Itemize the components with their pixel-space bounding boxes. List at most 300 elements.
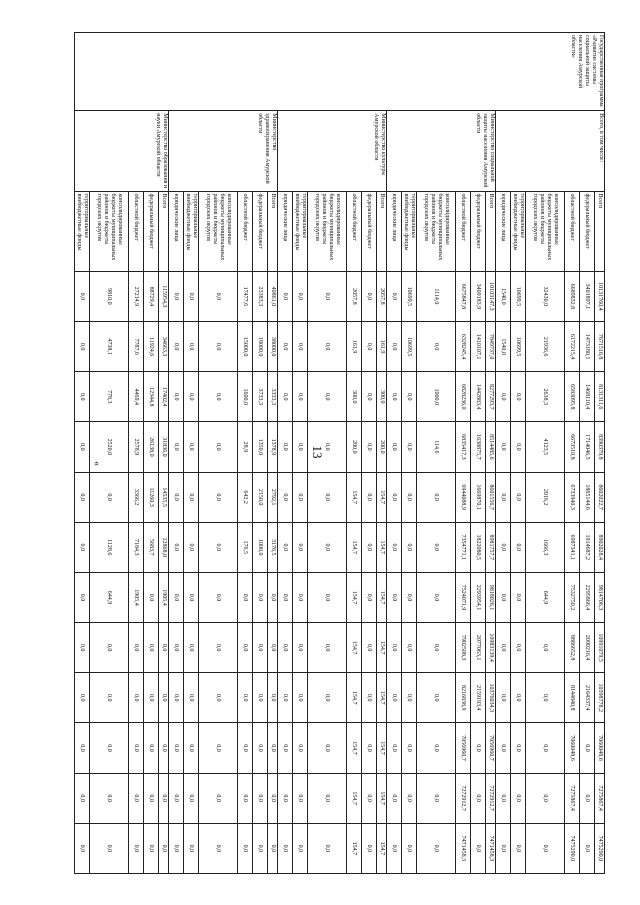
funding-source-cell: федеральный бюджет — [253, 191, 268, 271]
value-cell: 0,0 — [526, 623, 565, 673]
value-cell: 0,0 — [471, 723, 486, 773]
value-cell: 0,0 — [278, 773, 293, 823]
value-cell: 0,0 — [268, 723, 278, 773]
value-cell: 0,0 — [362, 723, 377, 773]
value-cell: 0,0 — [268, 673, 278, 723]
value-cell: 3176,5 — [268, 522, 278, 572]
value-cell: 1468110,4 — [580, 372, 595, 422]
funding-source-cell: областной бюджет — [129, 191, 144, 271]
value-cell: 7524071,9 — [456, 572, 471, 622]
value-cell: 0,0 — [169, 673, 184, 723]
value-cell: 0,0 — [199, 773, 238, 823]
value-cell: 200,0 — [347, 422, 362, 472]
value-cell: 1473180,1 — [580, 322, 595, 372]
value-cell: 1714046,5 — [580, 422, 595, 472]
value-cell: 0,0 — [238, 572, 253, 622]
value-cell: 7902508,3 — [456, 623, 471, 673]
value-cell: 0,0 — [184, 271, 199, 321]
value-cell: 8602022,7 — [595, 472, 605, 522]
value-cell: 0,0 — [238, 823, 253, 873]
value-cell: 0,0 — [496, 723, 511, 773]
value-cell: 0,0 — [75, 773, 90, 823]
funding-source-cell: консолидированные бюджеты муниципальных районов и бюджеты городских округов — [417, 191, 456, 271]
value-cell: 0,0 — [308, 572, 347, 622]
value-cell: 0,0 — [387, 773, 402, 823]
value-cell: 0,0 — [144, 723, 159, 773]
value-cell: 0,0 — [184, 773, 199, 823]
value-cell: 0,0 — [90, 823, 129, 873]
funding-source-cell: консолидированные бюджеты муниципальных районов и бюджеты городских округов — [90, 191, 129, 271]
value-cell: 0,0 — [511, 372, 526, 422]
value-cell: 8981757,7 — [486, 522, 496, 572]
value-cell: 0,0 — [184, 472, 199, 522]
value-cell: 154,7 — [347, 673, 362, 723]
value-cell: 0,0 — [402, 773, 417, 823]
value-cell: 2520,0 — [90, 422, 129, 472]
funding-source-cell: федеральный бюджет — [362, 191, 377, 271]
value-cell: 7471458,3 — [456, 823, 471, 873]
value-cell: 0,0 — [471, 823, 486, 873]
value-cell: 1669870,1 — [471, 472, 486, 522]
rotated-sheet — [76, 32, 605, 874]
program-title-cell: Государственная программа «Развитие системы социальной защиты населения Амурской области» — [75, 33, 605, 111]
value-cell: 300,0 — [347, 372, 362, 422]
value-cell: 154,7 — [347, 572, 362, 622]
value-cell: 0,0 — [268, 823, 278, 873]
value-cell: 154,7 — [377, 572, 387, 622]
value-cell: 0,0 — [144, 572, 159, 622]
value-cell: 2578,9 — [129, 422, 144, 472]
value-cell: 26138,0 — [144, 422, 159, 472]
value-cell: 0,0 — [362, 823, 377, 873]
value-cell: 1865144,6 — [580, 472, 595, 522]
value-cell: 11924,6 — [144, 322, 159, 372]
value-cell: 0,0 — [238, 773, 253, 823]
value-cell: 0,0 — [496, 673, 511, 723]
value-cell: 0,0 — [402, 823, 417, 873]
table-row — [595, 33, 605, 874]
funding-source-cell: Всего — [377, 191, 387, 271]
value-cell: 1905,4 — [129, 572, 144, 622]
value-cell: 0,0 — [268, 773, 278, 823]
value-cell: 4469,4 — [129, 372, 144, 422]
value-cell: 6583095,8 — [565, 372, 580, 422]
value-cell: 0,0 — [387, 271, 402, 321]
value-cell: 0,0 — [184, 322, 199, 372]
value-cell: 10398778,2 — [595, 673, 605, 723]
value-cell: 0,0 — [308, 823, 347, 873]
value-cell: 3733,3 — [253, 372, 268, 422]
funding-source-cell: федеральный бюджет — [471, 191, 486, 271]
value-cell: 0,0 — [144, 623, 159, 673]
value-cell: 0,0 — [387, 673, 402, 723]
value-cell: 7671516,8 — [595, 322, 605, 372]
value-cell: 0,0 — [278, 422, 293, 472]
value-cell: 0,0 — [169, 723, 184, 773]
value-cell: 0,0 — [159, 623, 169, 673]
value-cell: 6328245,4 — [456, 322, 471, 372]
value-cell: 0,0 — [144, 773, 159, 823]
value-cell: 2164337,4 — [580, 673, 595, 723]
value-cell: 6828236,0 — [456, 372, 471, 422]
value-cell: 7060048,6 — [595, 723, 605, 773]
value-cell: 0,0 — [526, 673, 565, 723]
value-cell: 1666,3 — [526, 522, 565, 572]
value-cell: 8902028,4 — [595, 522, 605, 572]
value-cell: 0,0 — [293, 522, 308, 572]
value-cell: 2159193,4 — [471, 673, 486, 723]
value-cell: 0,0 — [253, 823, 268, 873]
value-cell: 0,0 — [580, 723, 595, 773]
value-cell: 0,0 — [169, 422, 184, 472]
value-cell: 9818026,1 — [486, 572, 496, 622]
executor-cell: Министерство здравоохранения Амурской области — [169, 111, 278, 191]
funding-source-cell: юридические лица — [496, 191, 511, 271]
value-cell: 10103147,3 — [486, 271, 496, 321]
value-cell: 0,0 — [417, 572, 456, 622]
value-cell: 642,2 — [238, 472, 253, 522]
value-cell: 0,0 — [75, 823, 90, 873]
value-cell: 0,0 — [402, 522, 417, 572]
value-cell: 0,0 — [417, 522, 456, 572]
value-cell: 0,0 — [184, 572, 199, 622]
value-cell: 0,0 — [169, 271, 184, 321]
value-cell: 10699,5 — [402, 322, 417, 372]
value-cell: 0,0 — [199, 472, 238, 522]
value-cell: 0,0 — [75, 723, 90, 773]
value-cell: 0,0 — [90, 623, 129, 673]
value-cell: 0,0 — [184, 623, 199, 673]
table-row — [159, 33, 169, 874]
funding-source-cell: Всего — [268, 191, 278, 271]
value-cell: 0,0 — [308, 723, 347, 773]
value-cell: 0,0 — [144, 823, 159, 873]
funding-source-cell: федеральный бюджет — [144, 191, 159, 271]
value-cell: 40861,0 — [268, 271, 278, 321]
value-cell: 0,0 — [387, 823, 402, 873]
value-cell: 3366,2 — [129, 472, 144, 522]
value-cell: 0,0 — [471, 773, 486, 823]
value-cell: 0,0 — [278, 823, 293, 873]
value-cell: 0,0 — [199, 823, 238, 873]
value-cell: 1350,0 — [253, 422, 268, 472]
value-cell: 7184,3 — [129, 522, 144, 572]
value-cell: 154,7 — [347, 823, 362, 873]
value-cell: 27214,9 — [129, 271, 144, 321]
value-cell: 0,0 — [184, 723, 199, 773]
value-cell: 38000,0 — [268, 322, 278, 372]
value-cell: 1378,9 — [268, 422, 278, 472]
value-cell: 0,0 — [75, 623, 90, 673]
value-cell: 0,0 — [184, 823, 199, 873]
value-cell: 0,0 — [75, 372, 90, 422]
value-cell: 0,0 — [362, 673, 377, 723]
value-cell: 0,0 — [511, 823, 526, 873]
value-cell: 0,0 — [387, 472, 402, 522]
value-cell: 23383,3 — [253, 271, 268, 321]
value-cell: 28,9 — [238, 422, 253, 472]
value-cell: 88729,4 — [144, 271, 159, 321]
executor-cell: Министерство социальной защиты населения Амурской области — [387, 111, 496, 191]
value-cell: 0,0 — [129, 623, 144, 673]
value-cell: 8886652,8 — [565, 623, 580, 673]
value-cell: 176,5 — [238, 522, 253, 572]
value-cell: 1442883,4 — [471, 372, 486, 422]
value-cell: 34663,3 — [159, 322, 169, 372]
value-cell: 0,0 — [75, 673, 90, 723]
value-cell: 0,0 — [496, 623, 511, 673]
funding-source-cell: юридические лица — [278, 191, 293, 271]
value-cell: 1410107,1 — [471, 322, 486, 372]
value-cell: 2150,0 — [253, 472, 268, 522]
value-cell: 15000,0 — [238, 322, 253, 372]
value-cell: 10699,5 — [511, 322, 526, 372]
value-cell: 2057,8 — [347, 271, 362, 321]
value-cell: 0,0 — [278, 271, 293, 321]
value-cell: 0,0 — [169, 322, 184, 372]
value-cell: 0,0 — [511, 472, 526, 522]
value-cell: 0,0 — [308, 271, 347, 321]
value-cell: 0,0 — [238, 623, 253, 673]
value-cell: 0,0 — [90, 723, 129, 773]
value-cell: 7056960,7 — [456, 723, 471, 773]
value-cell: 6835417,3 — [456, 422, 471, 472]
value-cell: 0,0 — [362, 472, 377, 522]
value-cell: 0,0 — [580, 823, 595, 873]
value-cell: 0,0 — [526, 723, 565, 773]
value-cell: 0,0 — [169, 773, 184, 823]
funding-source-cell: консолидированные бюджеты муниципальных районов и бюджеты городских округов — [199, 191, 238, 271]
value-cell: 0,0 — [169, 372, 184, 422]
value-cell: 0,0 — [293, 673, 308, 723]
value-cell: 7275867,4 — [595, 773, 605, 823]
value-cell: 0,0 — [417, 823, 456, 873]
value-cell: 644,9 — [526, 572, 565, 622]
value-cell: 0,0 — [362, 623, 377, 673]
funding-source-cell: консолидированные бюджеты муниципальных районов и бюджеты городских округов — [308, 191, 347, 271]
funding-source-cell: территориальные внебюджетные фонды — [511, 191, 526, 271]
value-cell: 8216838,9 — [456, 673, 471, 723]
value-cell: 0,0 — [75, 271, 90, 321]
value-cell: 0,0 — [75, 322, 90, 372]
value-cell: 0,0 — [387, 372, 402, 422]
value-cell: 0,0 — [308, 673, 347, 723]
value-cell: 0,0 — [308, 623, 347, 673]
value-cell: 154,7 — [377, 623, 387, 673]
value-cell: 0,0 — [129, 773, 144, 823]
value-cell: 0,0 — [129, 823, 144, 873]
value-cell: 0,0 — [362, 372, 377, 422]
value-cell: 10376034,3 — [486, 673, 496, 723]
value-cell: 0,0 — [268, 572, 278, 622]
value-cell: 18000,0 — [253, 322, 268, 372]
funding-source-cell: областной бюджет — [456, 191, 471, 271]
executor-cell: Министерство культуры Амурской области — [278, 111, 387, 191]
value-cell: 0,0 — [199, 271, 238, 321]
value-cell: 6987341,1 — [565, 522, 580, 572]
value-cell: 0,0 — [387, 522, 402, 572]
value-cell: 4123,5 — [526, 422, 565, 472]
value-cell: 0,0 — [293, 422, 308, 472]
value-cell: 10991079,5 — [595, 623, 605, 673]
value-cell: 0,0 — [362, 572, 377, 622]
value-cell: 0,0 — [293, 271, 308, 321]
value-cell: 0,0 — [293, 623, 308, 673]
value-cell: 6944088,9 — [456, 472, 471, 522]
value-cell: 0,0 — [199, 372, 238, 422]
value-cell: 154,7 — [347, 723, 362, 773]
value-cell: 0,0 — [417, 472, 456, 522]
value-cell: 12868,0 — [159, 522, 169, 572]
value-cell: 8131311,6 — [595, 372, 605, 422]
value-cell: 0,0 — [278, 372, 293, 422]
value-cell: 0,0 — [159, 723, 169, 773]
value-cell: 0,0 — [129, 723, 144, 773]
value-cell: 1540,0 — [496, 271, 511, 321]
value-cell: 114,6 — [417, 422, 456, 472]
value-cell: 0,0 — [253, 623, 268, 673]
value-cell: 154,7 — [377, 773, 387, 823]
value-cell: 7275867,4 — [565, 773, 580, 823]
value-cell: 0,0 — [293, 572, 308, 622]
value-cell: 0,0 — [159, 823, 169, 873]
value-cell: 154,7 — [377, 673, 387, 723]
funding-source-cell: областной бюджет — [565, 191, 580, 271]
value-cell: 0,0 — [308, 773, 347, 823]
value-cell: 0,0 — [496, 823, 511, 873]
funding-table — [74, 32, 605, 874]
value-cell: 17402,4 — [159, 372, 169, 422]
value-cell: 12344,8 — [144, 372, 159, 422]
value-cell: 0,0 — [238, 723, 253, 773]
value-cell: 0,0 — [293, 472, 308, 522]
value-cell: 0,0 — [293, 773, 308, 823]
value-cell: 0,0 — [278, 673, 293, 723]
total-label-cell: Всего, в том числе: — [496, 111, 605, 191]
value-cell: 1128,6 — [90, 522, 129, 572]
value-cell: 0,0 — [144, 673, 159, 723]
funding-source-cell: Всего — [595, 191, 605, 271]
value-cell: 7354771,1 — [456, 522, 471, 572]
value-cell: 2077063,1 — [471, 623, 486, 673]
value-cell: 154,7 — [377, 472, 387, 522]
value-cell: 2057,8 — [377, 271, 387, 321]
executor-cell: Министерство образования и науки Амурской области — [75, 111, 169, 191]
value-cell: 0,0 — [387, 723, 402, 773]
value-cell: 0,0 — [417, 322, 456, 372]
value-cell: 17477,6 — [238, 271, 253, 321]
value-cell: 1600,0 — [238, 372, 253, 422]
value-cell: 0,0 — [278, 723, 293, 773]
value-cell: 0,0 — [159, 673, 169, 723]
value-cell: 0,0 — [184, 422, 199, 472]
value-cell: 0,0 — [402, 422, 417, 472]
value-cell: 11260,3 — [144, 472, 159, 522]
value-cell: 8144840,8 — [565, 673, 580, 723]
value-cell: 0,0 — [496, 522, 511, 572]
value-cell: 7475290,0 — [595, 823, 605, 873]
value-cell: 0,0 — [253, 723, 268, 773]
value-cell: 2638,3 — [526, 372, 565, 422]
value-cell: 2293954,1 — [471, 572, 486, 622]
value-cell: 0,0 — [511, 572, 526, 622]
value-cell: 0,0 — [75, 572, 90, 622]
value-cell: 0,0 — [511, 522, 526, 572]
funding-source-cell: Всего — [486, 191, 496, 271]
value-cell: 161,9 — [347, 322, 362, 372]
table-row — [268, 33, 278, 874]
value-cell: 6689832,8 — [565, 271, 580, 321]
value-cell: 8514485,6 — [486, 422, 496, 472]
value-cell: 0,0 — [308, 422, 347, 472]
value-cell: 10699,5 — [402, 271, 417, 321]
value-cell: 0,0 — [293, 723, 308, 773]
value-cell: 0,0 — [169, 472, 184, 522]
value-cell: 0,0 — [362, 271, 377, 321]
value-cell: 0,0 — [511, 723, 526, 773]
value-cell: 1000,0 — [253, 522, 268, 572]
value-cell: 0,0 — [169, 572, 184, 622]
funding-source-cell: территориальные внебюджетные фонды — [293, 191, 308, 271]
value-cell: 9810,0 — [90, 271, 129, 321]
value-cell: 154,7 — [377, 522, 387, 572]
value-cell: 0,0 — [362, 422, 377, 472]
value-cell: 3333,3 — [268, 372, 278, 422]
value-cell: 3409183,9 — [471, 271, 486, 321]
value-cell: 6675847,8 — [456, 271, 471, 321]
value-cell: 0,0 — [362, 773, 377, 823]
value-cell: 3401897,1 — [580, 271, 595, 321]
value-cell: 0,0 — [184, 522, 199, 572]
value-cell: 0,0 — [402, 723, 417, 773]
value-cell: 0,0 — [526, 823, 565, 873]
value-cell: 0,0 — [278, 623, 293, 673]
value-cell: 0,0 — [511, 673, 526, 723]
value-cell: 0,0 — [184, 372, 199, 422]
value-cell: 0,0 — [308, 372, 347, 422]
value-cell: 0,0 — [159, 773, 169, 823]
value-cell: 9814706,3 — [595, 572, 605, 622]
value-cell: 8277293,7 — [486, 372, 496, 422]
value-cell: 0,0 — [199, 422, 238, 472]
value-cell: 0,0 — [169, 623, 184, 673]
value-cell: 31836,0 — [159, 422, 169, 472]
value-cell: 0,0 — [75, 472, 90, 522]
funding-source-cell: территориальные внебюджетные фонды — [75, 191, 90, 271]
value-cell: 7849737,0 — [486, 322, 496, 372]
value-cell: 115954,3 — [159, 271, 169, 321]
value-cell: 0,0 — [90, 673, 129, 723]
value-cell: 0,0 — [511, 773, 526, 823]
value-cell: 644,9 — [90, 572, 129, 622]
table-row — [486, 33, 496, 874]
value-cell: 0,0 — [496, 572, 511, 622]
value-cell: 0,0 — [308, 472, 347, 522]
value-cell: 154,7 — [347, 472, 362, 522]
value-cell: 0,0 — [417, 773, 456, 823]
value-cell: 0,0 — [293, 823, 308, 873]
value-cell: 0,0 — [511, 623, 526, 673]
value-cell: 0,0 — [90, 773, 129, 823]
value-cell: 0,0 — [75, 422, 90, 472]
value-cell: 7471458,3 — [486, 823, 496, 873]
value-cell: 0,0 — [90, 472, 129, 522]
table-row — [377, 33, 387, 874]
value-cell: 0,0 — [169, 522, 184, 572]
value-cell: 0,0 — [278, 472, 293, 522]
value-cell: 7060048,6 — [565, 723, 580, 773]
value-cell: 0,0 — [129, 673, 144, 723]
